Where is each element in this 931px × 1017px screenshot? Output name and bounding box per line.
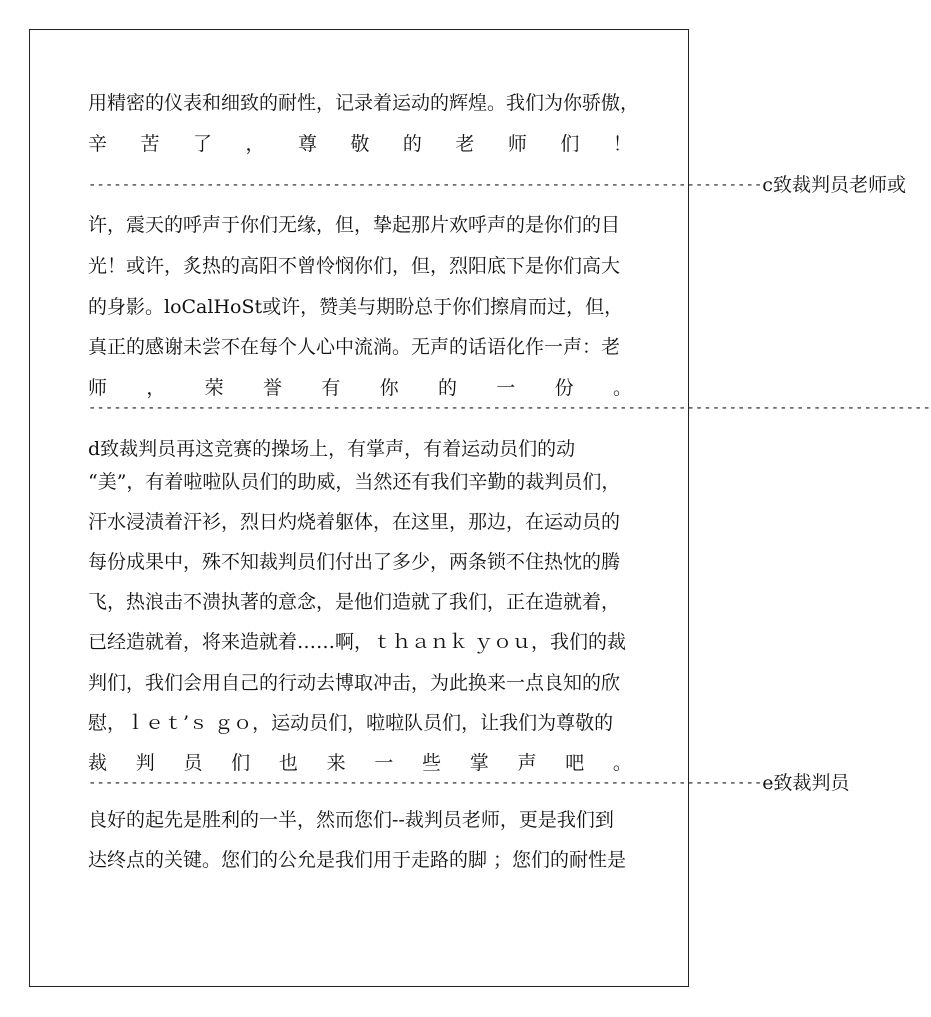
text-line-15: 达终点的关键。您们的公允是我们用于走路的脚 ；您们的耐性是 [88, 849, 627, 871]
spread-char: 敬 [350, 133, 370, 155]
spread-char: 也 [278, 752, 298, 774]
text-line-11: 已经造就着，将来造就着……啊，ｔｈａｎｋ ｙｏｕ，我们的裁 [88, 631, 627, 653]
text-line-4: 的身影。loCalHoSt或许，赞美与期盼总于你们擦肩而过，但， [88, 296, 624, 318]
spread-char: 声 [517, 752, 537, 774]
dash-line-1 [88, 170, 906, 200]
spread-line-1 [88, 129, 632, 159]
section-heading-e: e致裁判员 [762, 772, 850, 794]
spread-char: 些 [422, 752, 442, 774]
spread-char: 掌 [469, 752, 489, 774]
spread-char: 判 [135, 752, 155, 774]
spread-char: 尊 [297, 133, 317, 155]
dash-line-2: ---------------------------------------------------------------------------------------------------- [88, 400, 931, 416]
dash-rule: -------------------------------------------------------------------------------- [88, 177, 763, 193]
text-line-1: 用精密的仪表和细致的耐性，记录着运动的辉煌。我们为你骄傲， [88, 92, 640, 114]
spread-char: 你 [379, 377, 399, 399]
spread-char: 老 [455, 133, 475, 155]
text-line-13: 慰，ｌｅｔ’ｓ ｇｏ，运动员们，啦啦队员们，让我们为尊敬的 [88, 712, 614, 734]
spread-char: 誉 [262, 377, 282, 399]
spread-char: 一 [374, 752, 394, 774]
spread-char: 师 [88, 377, 108, 399]
spread-char: 。 [612, 752, 632, 774]
spread-char: 的 [437, 377, 457, 399]
text-line-8: 汗水浸渍着汗衫，烈日灼烧着躯体，在这里，那边，在运动员的 [88, 511, 621, 533]
spread-char: ！ [612, 133, 632, 155]
text-line-12: 判们，我们会用自己的行动去博取冲击，为此换来一点良知的欣 [88, 672, 621, 694]
spread-char: 师 [507, 133, 527, 155]
text-line-9: 每份成果中，殊不知裁判员们付出了多少，两条锁不住热忱的腾 [88, 551, 621, 573]
spread-char: 。 [612, 377, 632, 399]
spread-char: 来 [326, 752, 346, 774]
text-line-7: “美”，有着啦啦队员们的助威，当然还有我们辛勤的裁判员们， [88, 471, 621, 493]
spread-char: 份 [554, 377, 574, 399]
spread-char: 们 [231, 752, 251, 774]
text-line-2: 许，震天的呼声于你们无缘，但，挚起那片欢呼声的是你们的目 [88, 214, 621, 236]
text-line-14: 良好的起先是胜利的一半，然而您们--裁判员老师，更是我们到 [88, 809, 614, 831]
text-line-5: 真正的感谢未尝不在每个人心中流淌。无声的话语化作一声：老 [88, 336, 621, 358]
spread-char: 有 [321, 377, 341, 399]
spread-char: 了 [192, 133, 212, 155]
spread-char: 吧 [565, 752, 585, 774]
spread-char: 裁 [88, 752, 108, 774]
text-line-10: 飞，热浪击不溃执著的意念，是他们造就了我们，正在造就着， [88, 591, 621, 613]
spread-char: 苦 [140, 133, 160, 155]
spread-char: ， [146, 377, 166, 399]
spread-char: 们 [560, 133, 580, 155]
spread-char: ， [245, 133, 265, 155]
text-line-3: 光！或许，炙热的高阳不曾怜悯你们，但，烈阳底下是你们高大 [88, 255, 621, 277]
spread-char: 一 [496, 377, 516, 399]
section-heading-c: c致裁判员老师或 [762, 174, 906, 196]
text-line-6: d致裁判员再这竞赛的操场上，有掌声，有着运动员们的动 [88, 438, 576, 460]
spread-char: 荣 [204, 377, 224, 399]
spread-char: 的 [402, 133, 422, 155]
spread-char: 辛 [88, 133, 108, 155]
dash-line-3 [88, 768, 850, 798]
dash-rule: -------------------------------------------------------------------------------- [88, 775, 763, 791]
spread-char: 员 [183, 752, 203, 774]
